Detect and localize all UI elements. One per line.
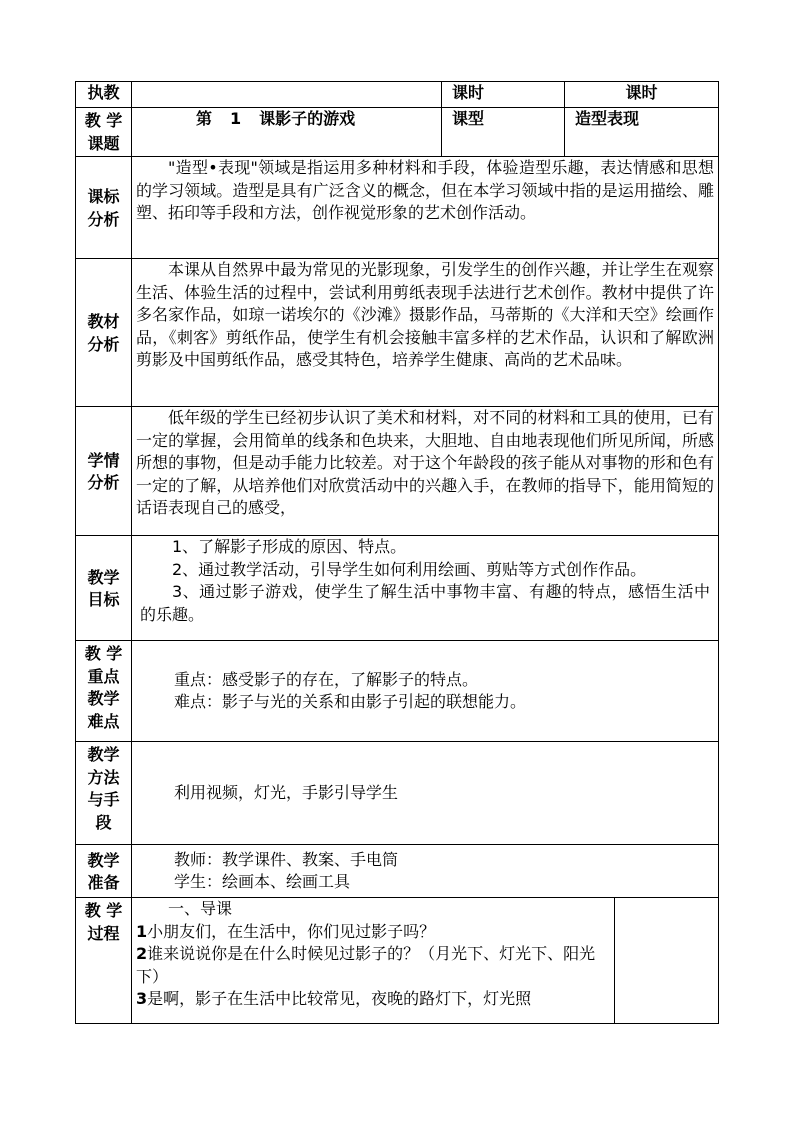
process-label: 教 学 过程 — [76, 898, 132, 1024]
lesson-hours-label-2: 课时 — [565, 82, 719, 108]
lesson-title-prefix: 第 — [196, 109, 213, 128]
methods-label: 教学 方法 与手 段 — [76, 742, 132, 845]
process-notes-column — [615, 898, 719, 1024]
title-row — [76, 108, 719, 157]
textbook-row — [76, 259, 719, 407]
process-line: 3是啊，影子在生活中比较常见，夜晚的路灯下，灯光照 — [136, 989, 532, 1008]
curriculum-text: "造型•表现"领域是指运用多种材料和手段，体验造型乐趣，表达情感和思想的学习领域。造型是具有广泛含义的概念，但在本学习领域中指的是运用描绘、雕塑、拓印等手段和方法，创作视觉形象的艺术创作活动。 — [132, 157, 719, 259]
methods-row — [76, 742, 719, 845]
goal-item: 1、了解影子形成的原因、特点。 — [172, 537, 407, 556]
goals-list — [132, 536, 719, 641]
students-row — [76, 407, 719, 536]
teacher-preparation: 教师：教学课件、教案、手电筒 — [174, 849, 399, 869]
key-points-text — [132, 641, 719, 742]
curriculum-row — [76, 157, 719, 259]
lesson-number: 1 — [230, 109, 242, 128]
goals-row — [76, 536, 719, 641]
process-section-title: 一、导课 — [168, 899, 233, 918]
textbook-text: 本课从自然界中最为常见的光影现象，引发学生的创作兴趣，并让学生在观察生活、体验生活的过程中，尝试利用剪纸表现手法进行艺术创作。教材中提供了许多名家作品，如琼一诺埃尔的《沙滩》摄影作品，马蒂斯的《大洋和天空》绘画作品，《刺客》剪纸作品，使学生有机会接触丰富多样的艺术作品，认识和了解欧洲剪影及中国剪纸作品，感受其特色，培养学生健康、高尚的艺术品味。 — [132, 259, 719, 407]
teacher-value — [132, 82, 442, 108]
goal-item: 3、通过影子游戏，使学生了解生活中事物丰富、有趣的特点，感悟生活中的乐趣。 — [140, 582, 711, 624]
process-text — [132, 898, 615, 1024]
lesson-type-label: 课型 — [442, 108, 565, 157]
preparation-row — [76, 845, 719, 898]
teacher-label: 执教 — [76, 82, 132, 108]
textbook-label: 教材 分析 — [76, 259, 132, 407]
lesson-type-value: 造型表现 — [565, 108, 719, 157]
students-text: 低年级的学生已经初步认识了美术和材料，对不同的材料和工具的使用，已有一定的掌握，会用简单的线条和色块来，大胆地、自由地表现他们所见所闻，所感所想的事物，但是动手能力比较差。对于这个年龄段的孩子能从对事物的形和色有一定的了解，从培养他们对欣赏活动中的兴趣入手，在教师的指导下，能用简短的话语表现自己的感受， — [132, 407, 719, 536]
lesson-title-text: 课影子的游戏 — [259, 109, 356, 128]
key-points-label: 教 学 重点 教学 难点 — [76, 641, 132, 742]
preparation-text — [132, 845, 719, 898]
process-row — [76, 898, 719, 1024]
preparation-label: 教学 准备 — [76, 845, 132, 898]
header-row — [76, 82, 719, 108]
lesson-hours-label: 课时 — [442, 82, 565, 108]
students-label: 学情 分析 — [76, 407, 132, 536]
difficult-point: 难点：影子与光的关系和由影子引起的联想能力。 — [174, 692, 527, 711]
key-points-row — [76, 641, 719, 742]
lesson-plan-table — [75, 81, 719, 1024]
goals-label: 教学 目标 — [76, 536, 132, 641]
lesson-title-label: 教 学 课题 — [76, 108, 132, 157]
lesson-title — [132, 108, 442, 157]
process-line: 1小朋友们，在生活中，你们见过影子吗？ — [136, 921, 436, 941]
methods-text: 利用视频，灯光，手影引导学生 — [132, 742, 719, 845]
curriculum-label: 课标 分析 — [76, 157, 132, 259]
student-preparation: 学生：绘画本、绘画工具 — [174, 872, 351, 891]
key-point: 重点：感受影子的存在，了解影子的特点。 — [174, 669, 479, 689]
goal-item: 2、通过教学活动，引导学生如何利用绘画、剪贴等方式创作作品。 — [172, 559, 647, 579]
process-line: 2谁来说说你是在什么时候见过影子的？（月光下、灯光下、阳光下） — [136, 944, 596, 986]
